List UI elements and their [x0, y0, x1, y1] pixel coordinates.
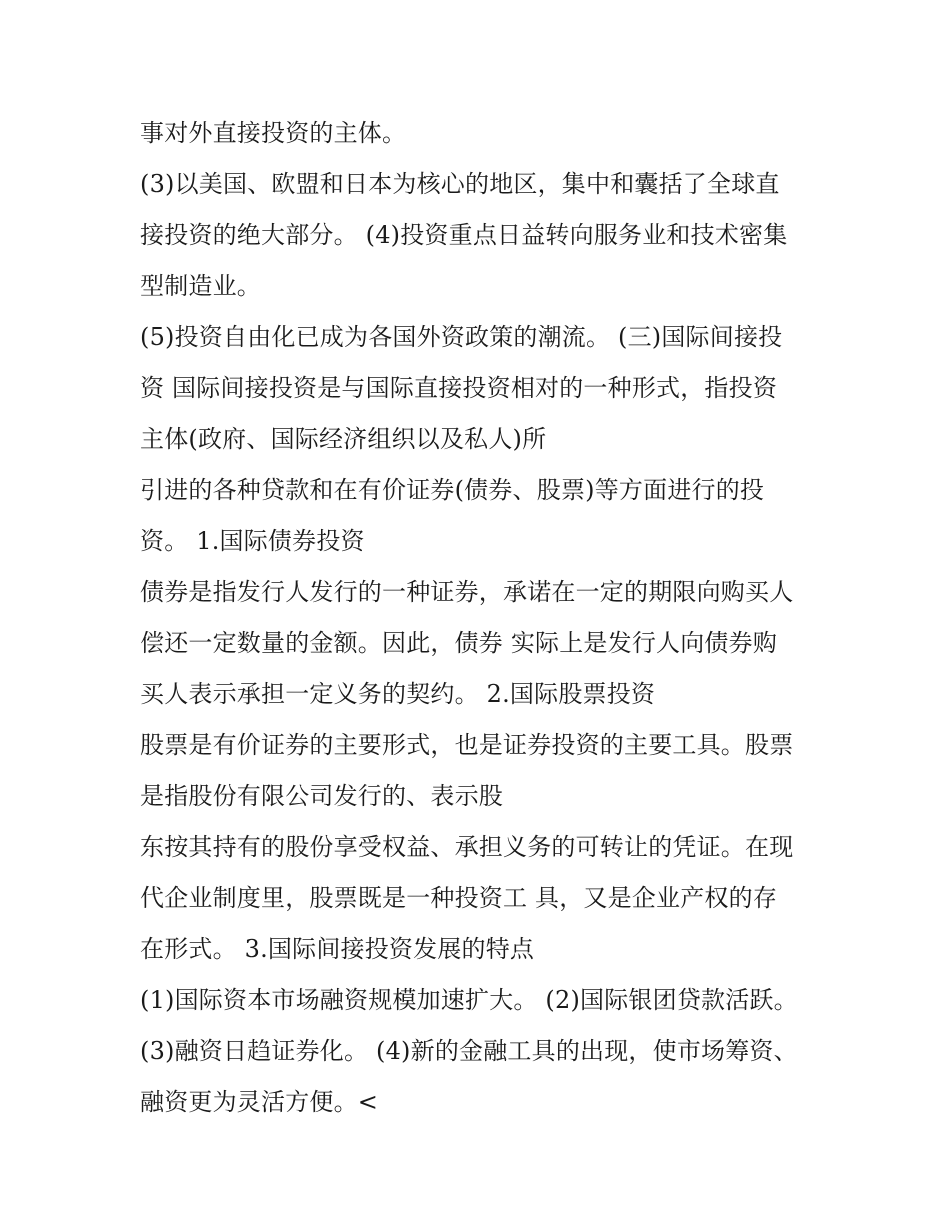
- text-line: (3)融资日趋证券化。 (4)新的金融工具的出现，使市场筹资、: [140, 1037, 798, 1065]
- text-line: 资 国际间接投资是与国际直接投资相对的一种形式，指投资: [140, 374, 778, 402]
- text-line: 型制造业。: [140, 272, 261, 300]
- text-line: (3)以美国、欧盟和日本为核心的地区，集中和囊括了全球直: [140, 170, 780, 198]
- text-line: 股票是有价证券的主要形式，也是证券投资的主要工具。股票: [140, 731, 794, 759]
- text-line: 接投资的绝大部分。 (4)投资重点日益转向服务业和技术密集: [140, 221, 788, 249]
- text-line: 主体(政府、国际经济组织以及私人)所: [140, 425, 547, 453]
- text-line: 偿还一定数量的金额。因此，债券 实际上是发行人向债券购: [140, 629, 778, 657]
- text-line: 引进的各种贷款和在有价证券(债券、股票)等方面进行的投: [140, 476, 765, 504]
- text-line: 买人表示承担一定义务的契约。 2.国际股票投资: [140, 680, 656, 708]
- text-line: (1)国际资本市场融资规模加速扩大。 (2)国际银团贷款活跃。: [140, 986, 798, 1014]
- text-line: 代企业制度里，股票既是一种投资工 具，又是企业产权的存: [140, 884, 778, 912]
- text-line: 是指股份有限公司发行的、表示股: [140, 782, 503, 810]
- text-line: 债券是指发行人发行的一种证券，承诺在一定的期限向购买人: [140, 578, 794, 606]
- text-line: (5)投资自由化已成为各国外资政策的潮流。 (三)国际间接投: [140, 323, 783, 351]
- document-body: [140, 108, 830, 1128]
- text-line: 事对外直接投资的主体。: [140, 119, 407, 147]
- text-line: 资。 1.国际债券投资: [140, 527, 365, 555]
- text-line: 融资更为灵活方便。<: [140, 1088, 379, 1116]
- text-line: 东按其持有的股份享受权益、承担义务的可转让的凭证。在现: [140, 833, 794, 861]
- text-line: 在形式。 3.国际间接投资发展的特点: [140, 935, 535, 963]
